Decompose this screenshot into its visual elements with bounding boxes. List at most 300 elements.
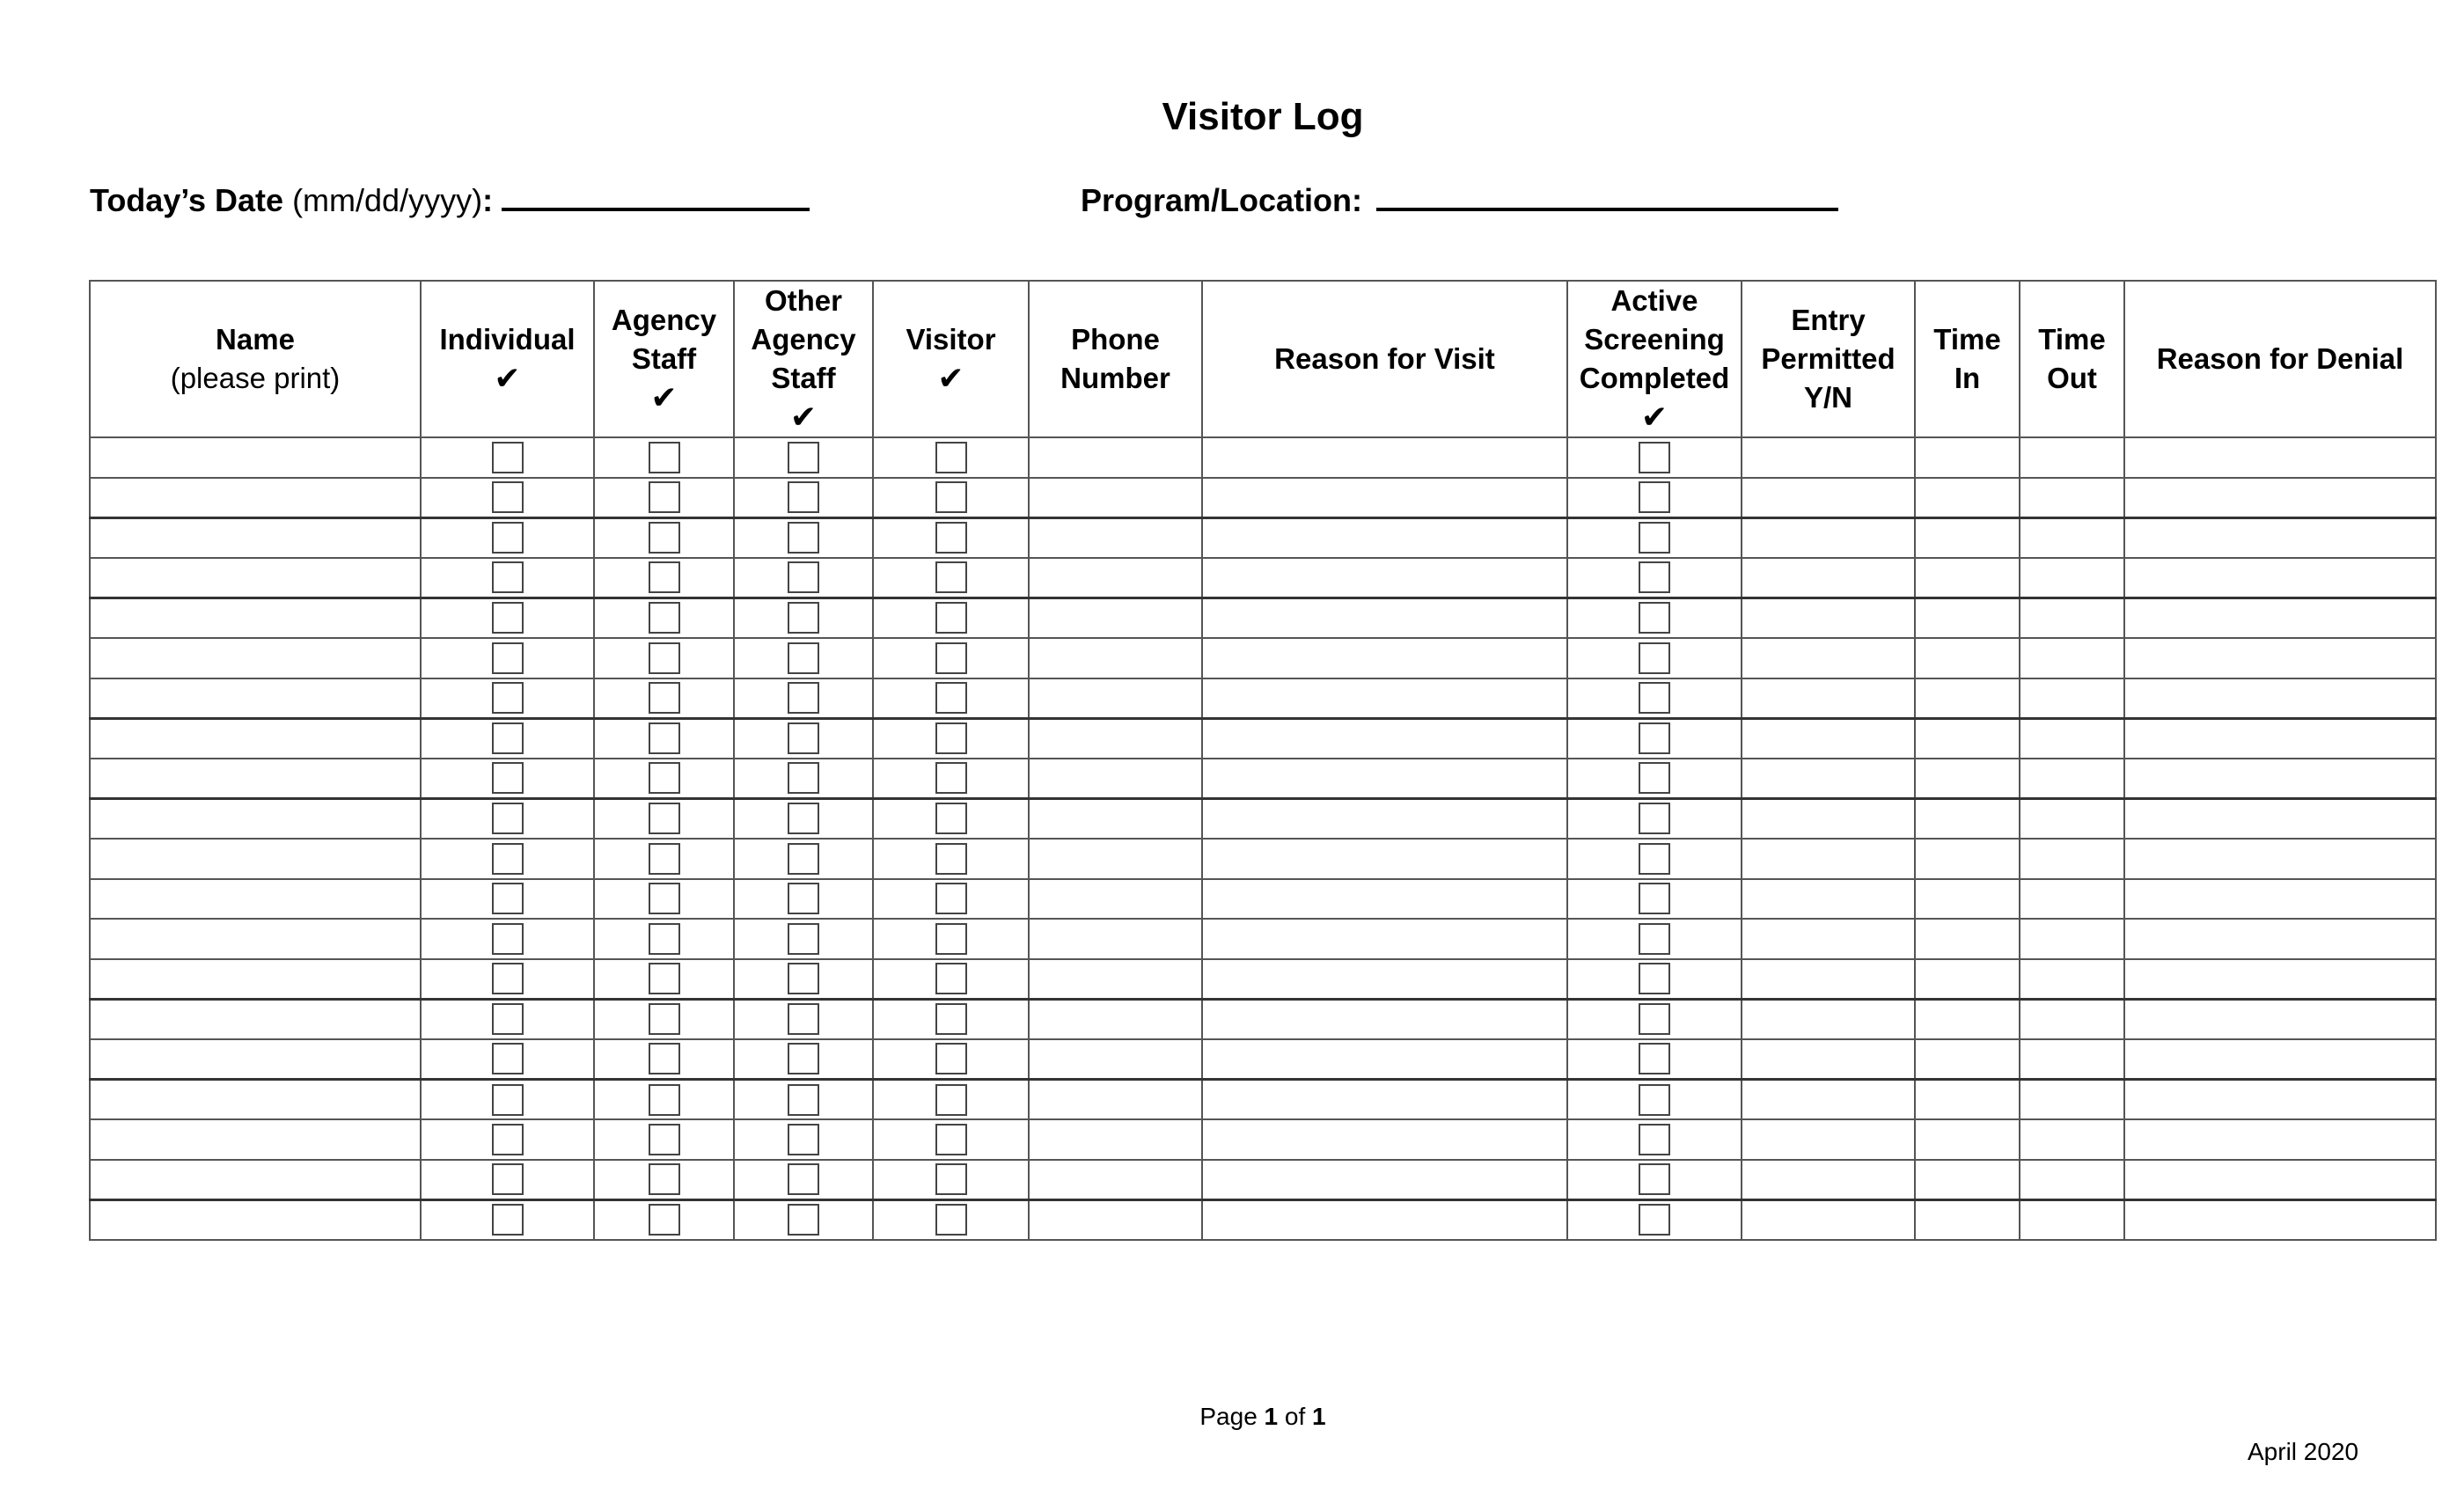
checkbox[interactable] [492, 843, 524, 875]
table-cell[interactable] [1202, 1039, 1567, 1080]
table-cell[interactable] [2020, 999, 2124, 1039]
table-cell[interactable] [1029, 959, 1202, 1000]
table-cell[interactable] [1915, 1160, 2020, 1200]
table-cell[interactable] [2020, 598, 2124, 638]
table-row [90, 678, 2436, 719]
checkbox[interactable] [492, 963, 524, 994]
table-cell[interactable] [1915, 1080, 2020, 1120]
column-header-7 [1567, 281, 1742, 437]
checkbox[interactable] [649, 963, 680, 994]
table-cell[interactable] [1202, 959, 1567, 1000]
table-cell [421, 678, 594, 719]
table-cell [594, 879, 734, 920]
table-cell [873, 999, 1029, 1039]
checkbox[interactable] [935, 1043, 967, 1074]
checkbox[interactable] [1639, 522, 1670, 554]
table-cell[interactable] [1915, 1199, 2020, 1240]
table-cell[interactable] [2124, 558, 2436, 598]
table-cell [1567, 919, 1742, 959]
table-cell[interactable] [1915, 959, 2020, 1000]
table-cell [734, 558, 873, 598]
table-cell[interactable] [1029, 919, 1202, 959]
checkbox[interactable] [492, 923, 524, 955]
table-cell[interactable] [90, 718, 421, 759]
checkbox[interactable] [649, 843, 680, 875]
table-cell[interactable] [2020, 478, 2124, 518]
table-row [90, 718, 2436, 759]
checkbox[interactable] [492, 442, 524, 473]
table-cell[interactable] [1742, 718, 1915, 759]
table-cell[interactable] [1915, 999, 2020, 1039]
table-cell[interactable] [1915, 1119, 2020, 1160]
checkbox[interactable] [788, 883, 819, 914]
checkbox[interactable] [492, 803, 524, 834]
table-cell [1567, 798, 1742, 839]
table-cell[interactable] [90, 999, 421, 1039]
table-cell [594, 437, 734, 478]
checkbox[interactable] [492, 602, 524, 634]
checkbox[interactable] [649, 442, 680, 473]
table-cell[interactable] [1742, 558, 1915, 598]
table-cell[interactable] [90, 879, 421, 920]
checkbox[interactable] [649, 1084, 680, 1116]
checkbox[interactable] [788, 803, 819, 834]
checkbox[interactable] [788, 481, 819, 513]
table-cell[interactable] [1202, 517, 1567, 558]
checkbox[interactable] [935, 481, 967, 513]
table-cell[interactable] [1915, 718, 2020, 759]
checkbox[interactable] [1639, 883, 1670, 914]
table-cell[interactable] [2020, 959, 2124, 1000]
table-cell [873, 919, 1029, 959]
table-cell[interactable] [1202, 478, 1567, 518]
table-cell[interactable] [1915, 798, 2020, 839]
table-cell[interactable] [1029, 1119, 1202, 1160]
table-cell[interactable] [2124, 959, 2436, 1000]
table-cell[interactable] [2020, 718, 2124, 759]
table-cell[interactable] [1029, 638, 1202, 678]
table-cell [1567, 839, 1742, 879]
table-cell[interactable] [1202, 839, 1567, 879]
table-cell[interactable] [2020, 638, 2124, 678]
table-cell[interactable] [1915, 879, 2020, 920]
table-cell [594, 1119, 734, 1160]
table-cell[interactable] [1202, 598, 1567, 638]
checkbox[interactable] [1639, 963, 1670, 994]
table-cell[interactable] [1742, 517, 1915, 558]
checkbox[interactable] [935, 1163, 967, 1195]
table-cell[interactable] [1202, 919, 1567, 959]
checkbox[interactable] [788, 1084, 819, 1116]
table-cell[interactable] [1742, 919, 1915, 959]
date-label: Today’s Date [90, 182, 284, 218]
checkbox[interactable] [935, 963, 967, 994]
table-cell[interactable] [2124, 718, 2436, 759]
table-cell[interactable] [1029, 798, 1202, 839]
location-field [1081, 181, 1838, 219]
column-header-9 [1915, 281, 2020, 437]
table-header-row [90, 281, 2436, 437]
table-cell[interactable] [1029, 879, 1202, 920]
checkbox[interactable] [1639, 762, 1670, 794]
checkbox[interactable] [788, 1124, 819, 1155]
table-cell[interactable] [1742, 879, 1915, 920]
table-cell[interactable] [1029, 759, 1202, 799]
table-cell[interactable] [1029, 1199, 1202, 1240]
column-header-11 [2124, 281, 2436, 437]
table-cell[interactable] [2020, 678, 2124, 719]
table-cell [873, 437, 1029, 478]
checkbox[interactable] [492, 722, 524, 754]
checkbox[interactable] [935, 722, 967, 754]
table-cell[interactable] [1202, 638, 1567, 678]
checkbox[interactable] [1639, 803, 1670, 834]
table-cell[interactable] [2124, 1119, 2436, 1160]
checkbox[interactable] [649, 481, 680, 513]
checkbox[interactable] [788, 963, 819, 994]
checkbox[interactable] [935, 883, 967, 914]
checkbox[interactable] [649, 1163, 680, 1195]
checkbox[interactable] [492, 1043, 524, 1074]
checkbox[interactable] [649, 682, 680, 714]
table-cell [421, 1080, 594, 1120]
table-cell [421, 478, 594, 518]
table-cell[interactable] [2020, 1080, 2124, 1120]
checkbox[interactable] [1639, 481, 1670, 513]
page-prefix: Page [1199, 1403, 1265, 1430]
checkbox[interactable] [492, 682, 524, 714]
table-cell[interactable] [1915, 598, 2020, 638]
checkbox[interactable] [1639, 1124, 1670, 1155]
checkbox[interactable] [788, 843, 819, 875]
checkbox[interactable] [935, 561, 967, 593]
table-cell [1567, 718, 1742, 759]
table-cell[interactable] [1915, 558, 2020, 598]
table-cell[interactable] [2124, 437, 2436, 478]
checkbox[interactable] [788, 442, 819, 473]
checkbox[interactable] [935, 923, 967, 955]
checkbox[interactable] [492, 481, 524, 513]
table-cell[interactable] [90, 1160, 421, 1200]
table-cell[interactable] [2020, 1039, 2124, 1080]
checkmark-icon: ✔ [650, 379, 678, 415]
table-cell[interactable] [1202, 1119, 1567, 1160]
table-cell[interactable] [90, 959, 421, 1000]
table-row [90, 558, 2436, 598]
table-cell[interactable] [2124, 1199, 2436, 1240]
checkbox[interactable] [935, 682, 967, 714]
checkbox[interactable] [492, 1003, 524, 1035]
table-row [90, 1080, 2436, 1120]
table-cell[interactable] [1915, 638, 2020, 678]
checkbox[interactable] [492, 561, 524, 593]
table-cell[interactable] [2020, 839, 2124, 879]
table-cell[interactable] [1029, 598, 1202, 638]
checkbox[interactable] [788, 522, 819, 554]
checkbox[interactable] [649, 883, 680, 914]
table-cell[interactable] [1202, 759, 1567, 799]
table-cell[interactable] [1029, 517, 1202, 558]
table-cell[interactable] [2020, 1160, 2124, 1200]
table-cell[interactable] [1202, 718, 1567, 759]
table-cell[interactable] [1742, 1199, 1915, 1240]
table-cell[interactable] [1029, 1080, 1202, 1120]
date-blank-line[interactable] [502, 181, 810, 211]
table-cell[interactable] [1029, 678, 1202, 719]
table-cell[interactable] [2124, 1080, 2436, 1120]
column-header-3 [734, 281, 873, 437]
checkbox[interactable] [649, 1124, 680, 1155]
table-cell[interactable] [90, 517, 421, 558]
checkbox[interactable] [1639, 682, 1670, 714]
table-cell[interactable] [2020, 879, 2124, 920]
checkbox[interactable] [649, 923, 680, 955]
checkbox[interactable] [788, 722, 819, 754]
table-cell[interactable] [1029, 999, 1202, 1039]
table-cell[interactable] [1742, 1160, 1915, 1200]
checkbox[interactable] [788, 1163, 819, 1195]
checkbox[interactable] [1639, 602, 1670, 634]
table-cell [873, 718, 1029, 759]
checkbox[interactable] [935, 843, 967, 875]
table-cell[interactable] [1742, 959, 1915, 1000]
checkbox[interactable] [492, 1204, 524, 1236]
table-cell[interactable] [1029, 558, 1202, 598]
table-cell[interactable] [90, 638, 421, 678]
checkbox[interactable] [649, 522, 680, 554]
checkbox[interactable] [788, 762, 819, 794]
column-header-10 [2020, 281, 2124, 437]
table-cell[interactable] [90, 598, 421, 638]
table-cell[interactable] [2124, 1039, 2436, 1080]
table-cell[interactable] [2020, 517, 2124, 558]
column-header-text: Y/N [1803, 381, 1852, 414]
checkbox[interactable] [788, 561, 819, 593]
checkbox[interactable] [788, 682, 819, 714]
table-cell[interactable] [1915, 1039, 2020, 1080]
checkbox[interactable] [492, 522, 524, 554]
table-cell[interactable] [90, 798, 421, 839]
checkbox[interactable] [649, 561, 680, 593]
table-cell[interactable] [2124, 839, 2436, 879]
table-cell[interactable] [2124, 478, 2436, 518]
column-header-text: Time [2038, 323, 2106, 356]
table-cell[interactable] [2124, 1160, 2436, 1200]
table-cell[interactable] [2124, 879, 2436, 920]
table-cell[interactable] [90, 1119, 421, 1160]
table-cell[interactable] [1742, 999, 1915, 1039]
table-cell[interactable] [90, 678, 421, 719]
table-cell[interactable] [1742, 1080, 1915, 1120]
checkbox[interactable] [649, 1003, 680, 1035]
table-cell[interactable] [1742, 798, 1915, 839]
location-label: Program/Location: [1081, 182, 1363, 218]
checkmark-icon: ✔ [1640, 399, 1668, 435]
table-cell[interactable] [2020, 437, 2124, 478]
column-header-6 [1202, 281, 1567, 437]
column-header-text: Time [1933, 323, 2001, 356]
table-cell[interactable] [90, 1199, 421, 1240]
column-header-4 [873, 281, 1029, 437]
table-cell[interactable] [1029, 437, 1202, 478]
checkbox[interactable] [935, 1003, 967, 1035]
checkbox[interactable] [788, 1204, 819, 1236]
checkbox[interactable] [935, 1204, 967, 1236]
table-cell[interactable] [2020, 1119, 2124, 1160]
table-cell [873, 959, 1029, 1000]
table-cell[interactable] [2124, 678, 2436, 719]
checkbox[interactable] [492, 883, 524, 914]
table-cell[interactable] [2020, 759, 2124, 799]
table-cell [594, 718, 734, 759]
table-cell[interactable] [1202, 678, 1567, 719]
checkbox[interactable] [935, 1124, 967, 1155]
table-cell[interactable] [1742, 638, 1915, 678]
table-cell [421, 517, 594, 558]
table-cell[interactable] [1742, 678, 1915, 719]
table-cell[interactable] [1742, 1039, 1915, 1080]
checkbox[interactable] [935, 602, 967, 634]
column-header-text: Entry [1791, 304, 1866, 336]
column-header-text: Agency [611, 304, 717, 336]
table-cell[interactable] [90, 919, 421, 959]
table-cell [734, 718, 873, 759]
table-cell[interactable] [1202, 1160, 1567, 1200]
table-cell[interactable] [1915, 678, 2020, 719]
table-row [90, 798, 2436, 839]
checkbox[interactable] [1639, 561, 1670, 593]
table-cell[interactable] [90, 1080, 421, 1120]
checkbox[interactable] [1639, 642, 1670, 674]
table-cell[interactable] [1742, 759, 1915, 799]
checkbox[interactable] [649, 722, 680, 754]
checkbox[interactable] [788, 1043, 819, 1074]
table-cell[interactable] [90, 839, 421, 879]
table-cell[interactable] [2020, 798, 2124, 839]
table-cell[interactable] [2124, 999, 2436, 1039]
table-cell[interactable] [1742, 839, 1915, 879]
table-cell[interactable] [90, 437, 421, 478]
table-cell[interactable] [1202, 1080, 1567, 1120]
table-cell[interactable] [1029, 839, 1202, 879]
table-cell [734, 1160, 873, 1200]
table-cell[interactable] [1742, 598, 1915, 638]
table-cell[interactable] [1202, 798, 1567, 839]
table-cell [734, 678, 873, 719]
table-cell[interactable] [1742, 478, 1915, 518]
table-cell[interactable] [2124, 638, 2436, 678]
table-cell[interactable] [1915, 759, 2020, 799]
table-cell[interactable] [1915, 437, 2020, 478]
table-cell[interactable] [90, 558, 421, 598]
table-cell [594, 1199, 734, 1240]
table-row [90, 638, 2436, 678]
table-cell[interactable] [1742, 437, 1915, 478]
table-cell[interactable] [2020, 558, 2124, 598]
checkbox[interactable] [649, 1204, 680, 1236]
checkbox[interactable] [1639, 1163, 1670, 1195]
checkbox[interactable] [935, 522, 967, 554]
table-cell[interactable] [2020, 919, 2124, 959]
table-cell[interactable] [90, 759, 421, 799]
table-cell[interactable] [1742, 1119, 1915, 1160]
checkbox[interactable] [1639, 843, 1670, 875]
checkbox[interactable] [1639, 1084, 1670, 1116]
table-row [90, 598, 2436, 638]
checkbox[interactable] [1639, 923, 1670, 955]
checkbox[interactable] [935, 642, 967, 674]
table-cell[interactable] [1029, 1160, 1202, 1200]
checkbox[interactable] [649, 762, 680, 794]
table-cell[interactable] [1202, 558, 1567, 598]
checkbox[interactable] [492, 642, 524, 674]
table-cell [734, 798, 873, 839]
table-cell [421, 1039, 594, 1080]
table-row [90, 1160, 2436, 1200]
table-cell[interactable] [1915, 919, 2020, 959]
table-cell [1567, 678, 1742, 719]
table-cell[interactable] [1915, 517, 2020, 558]
checkbox[interactable] [788, 602, 819, 634]
table-cell [1567, 879, 1742, 920]
table-cell[interactable] [1915, 839, 2020, 879]
table-cell[interactable] [90, 478, 421, 518]
checkmark-icon: ✔ [937, 360, 964, 396]
checkbox[interactable] [1639, 722, 1670, 754]
checkbox[interactable] [935, 762, 967, 794]
checkbox[interactable] [649, 642, 680, 674]
checkbox[interactable] [1639, 1003, 1670, 1035]
table-cell[interactable] [2124, 798, 2436, 839]
table-cell[interactable] [2020, 1199, 2124, 1240]
location-blank-line[interactable] [1376, 181, 1838, 211]
table-row [90, 1199, 2436, 1240]
table-cell[interactable] [2124, 598, 2436, 638]
checkbox[interactable] [935, 442, 967, 473]
checkbox[interactable] [492, 1163, 524, 1195]
table-cell[interactable] [1202, 999, 1567, 1039]
table-cell [734, 1080, 873, 1120]
checkbox[interactable] [1639, 1204, 1670, 1236]
table-cell[interactable] [1202, 1199, 1567, 1240]
checkbox[interactable] [1639, 1043, 1670, 1074]
checkbox[interactable] [492, 1124, 524, 1155]
table-cell[interactable] [1029, 718, 1202, 759]
table-cell[interactable] [2124, 517, 2436, 558]
table-cell[interactable] [1202, 879, 1567, 920]
table-cell[interactable] [1029, 478, 1202, 518]
table-cell[interactable] [2124, 759, 2436, 799]
checkbox[interactable] [649, 602, 680, 634]
column-header-text: Agency [751, 323, 856, 356]
checkbox[interactable] [788, 923, 819, 955]
table-cell[interactable] [1202, 437, 1567, 478]
table-cell[interactable] [1029, 1039, 1202, 1080]
page-number-footer [0, 1403, 2464, 1431]
table-cell[interactable] [2124, 919, 2436, 959]
checkbox[interactable] [788, 1003, 819, 1035]
checkbox[interactable] [935, 1084, 967, 1116]
checkbox[interactable] [649, 803, 680, 834]
table-cell[interactable] [90, 1039, 421, 1080]
checkbox[interactable] [649, 1043, 680, 1074]
table-cell[interactable] [1915, 478, 2020, 518]
checkbox[interactable] [935, 803, 967, 834]
checkbox[interactable] [492, 762, 524, 794]
checkbox[interactable] [1639, 442, 1670, 473]
checkbox[interactable] [492, 1084, 524, 1116]
checkbox[interactable] [788, 642, 819, 674]
